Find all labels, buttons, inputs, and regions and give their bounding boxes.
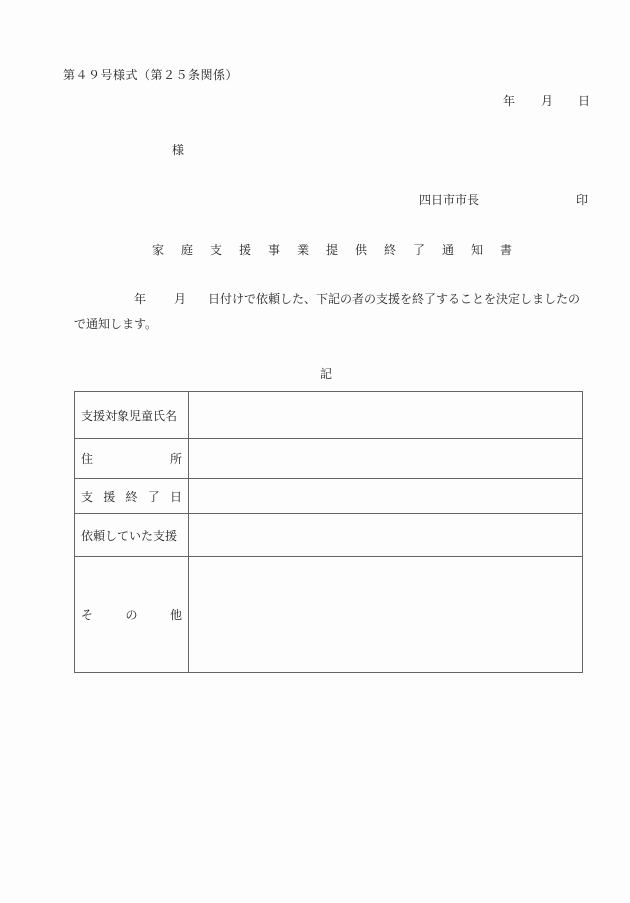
label-char: 日 xyxy=(169,489,182,504)
label-char: 援 xyxy=(103,489,116,504)
title-char: 援 xyxy=(239,243,252,257)
row-label-address xyxy=(75,439,189,479)
table-row xyxy=(75,439,583,479)
body-line-1 xyxy=(134,292,580,306)
table-row xyxy=(75,557,583,673)
title-char: 了 xyxy=(413,243,426,257)
title-char: 支 xyxy=(210,243,223,257)
title-char: 業 xyxy=(297,243,310,257)
body-line-2: で通知します。 xyxy=(74,317,158,331)
form-number: 第４９号様式（第２５条関係） xyxy=(63,68,239,82)
title-char: 事 xyxy=(268,243,281,257)
label-char: 終 xyxy=(125,489,138,504)
title-char: 終 xyxy=(384,243,397,257)
row-value-other[interactable] xyxy=(189,557,583,673)
label-char: 了 xyxy=(147,489,160,504)
row-value-requested-support[interactable] xyxy=(189,514,583,557)
title-char: 供 xyxy=(355,243,368,257)
date-day: 日 xyxy=(578,94,591,108)
body-text: 日付けで依頼した、下記の者の支援を終了することを決定しましたの xyxy=(208,292,581,306)
addressee-suffix: 様 xyxy=(172,143,185,157)
title-char: 家 xyxy=(152,243,165,257)
ki-heading: 記 xyxy=(320,367,333,381)
date-line xyxy=(503,94,590,108)
label-char: 住 xyxy=(81,452,94,466)
title-char: 知 xyxy=(471,243,484,257)
table-row xyxy=(75,479,583,514)
document-title xyxy=(152,243,529,257)
label-char: そ xyxy=(81,608,94,622)
row-value-end-date[interactable] xyxy=(189,479,583,514)
table-row xyxy=(75,392,583,439)
row-label-child-name: 支援対象児童氏名 xyxy=(75,392,189,439)
seal-mark: 印 xyxy=(576,193,589,207)
row-label-end-date xyxy=(75,479,189,514)
date-month: 月 xyxy=(541,94,554,108)
details-table xyxy=(74,391,583,673)
date-year: 年 xyxy=(503,94,516,108)
label-char: 所 xyxy=(169,452,182,466)
label-char: 他 xyxy=(169,608,182,622)
row-label-requested-support: 依頼していた支援 xyxy=(75,514,189,557)
label-char: の xyxy=(125,608,138,622)
issuer-name: 四日市市長 xyxy=(419,193,480,207)
row-label-other xyxy=(75,557,189,673)
label-char: 支 xyxy=(81,489,94,504)
body-year: 年 xyxy=(134,292,147,306)
title-char: 通 xyxy=(442,243,455,257)
title-char: 提 xyxy=(326,243,339,257)
row-value-child-name[interactable] xyxy=(189,392,583,439)
row-value-address[interactable] xyxy=(189,439,583,479)
title-char: 書 xyxy=(500,243,513,257)
body-month: 月 xyxy=(174,292,187,306)
title-char: 庭 xyxy=(181,243,194,257)
table-row xyxy=(75,514,583,557)
